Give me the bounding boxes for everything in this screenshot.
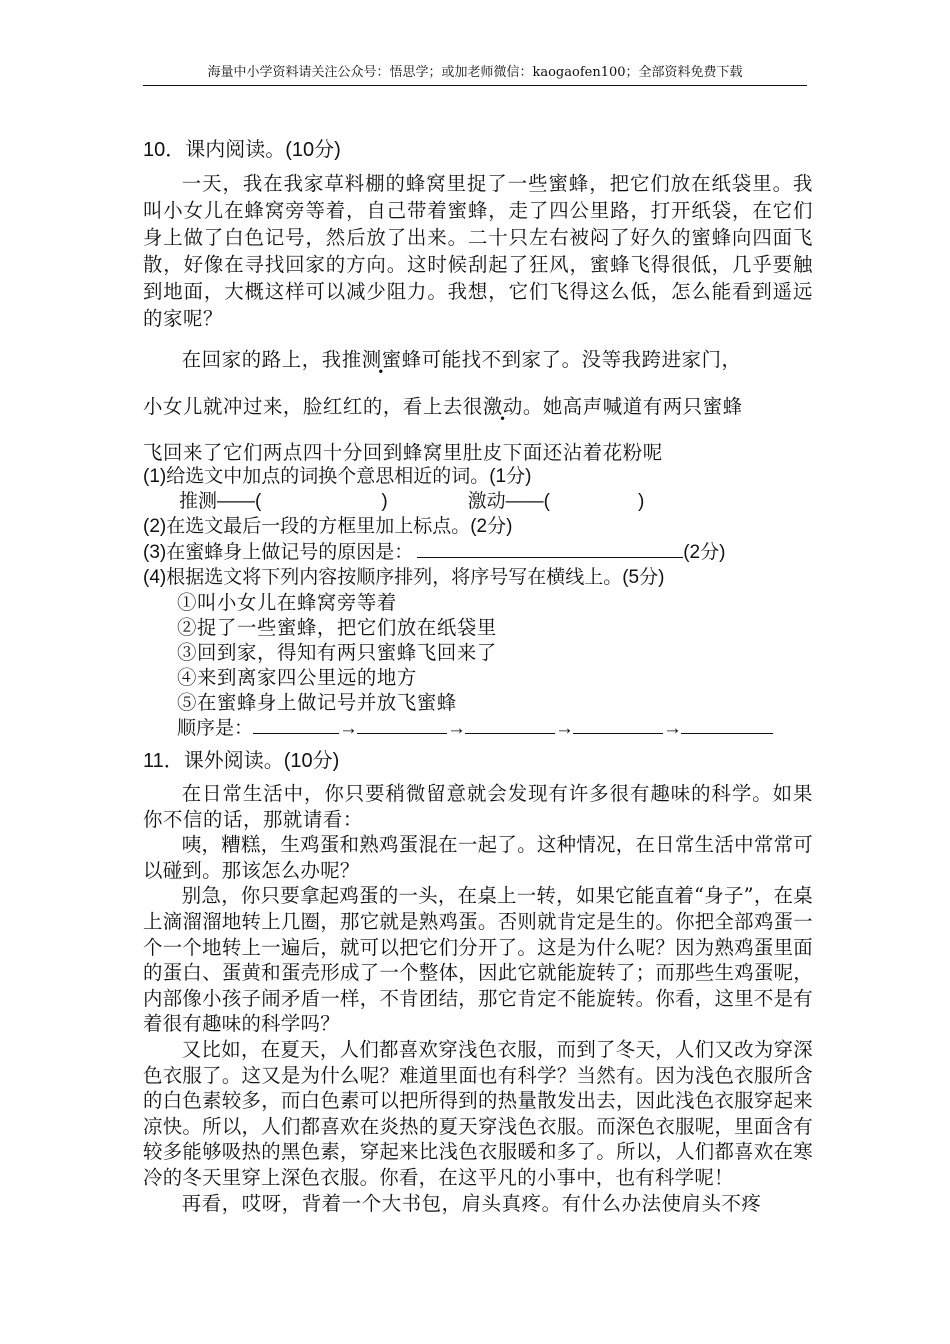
question-10-passage <box>143 170 813 373</box>
passage-paragraph: 一天，我在我家草料棚的蜂窝里捉了一些蜜蜂，把它们放在纸袋里。我叫小女儿在蜂窝旁等着，自己带着蜜蜂，走了四公里路，打开纸袋，在它们身上做了白色记号，然后放了出来。二十只左右被闷了好久的蜜蜂向四面飞散，好像在寻找回家的方向。这时候刮起了狂风，蜜蜂飞得很低，几乎要触到地面，大概这样可以减少阻力。我想，它们飞得这么低，怎么能看到遥远的家呢？ <box>143 172 813 330</box>
passage-paragraph: 咦，糟糕，生鸡蛋和熟鸡蛋混在一起了。这种情况，在日常生活中常常可以碰到。那该怎么办呢？ <box>143 833 813 882</box>
order-item-5: ⑤在蜜蜂身上做记号并放飞蜜蜂 <box>177 691 457 714</box>
passage-paragraph <box>143 346 813 373</box>
order-blank-2[interactable] <box>357 715 447 734</box>
page-header: 海量中小学资料请关注公众号：悟思学；或加老师微信：kaogaofen100；全部资料免费下载 <box>143 64 807 86</box>
order-label: 顺序是： <box>177 718 254 739</box>
order-blank-4[interactable] <box>573 715 663 734</box>
question-11-title: 11．课外阅读。(10分) <box>143 750 340 772</box>
paren-close: ) <box>381 491 388 512</box>
text-span: 蜜蜂可能找不到家了。没等我跨进家门， <box>381 348 742 371</box>
passage-line <box>143 393 813 420</box>
document-body <box>143 132 813 1216</box>
sub-question-1: (1)给选文中加点的词换个意思相近的词。(1分) <box>143 466 532 487</box>
text-span: 小女儿就冲过来，脸红红的，看上去很 <box>143 395 483 418</box>
text-span: 。她高声喊道有两只蜜蜂 <box>522 395 743 418</box>
order-blank-3[interactable] <box>465 715 555 734</box>
sub-question-3-text: (3)在蜜蜂身上做记号的原因是： <box>143 542 414 563</box>
arrow-icon: → <box>447 718 467 739</box>
passage-paragraph: 别急，你只要拿起鸡蛋的一头，在桌上一转，如果它能直着“身子”，在桌上滴溜溜地转上几圈，那它就是熟鸡蛋。否则就肯定是生的。你把全部鸡蛋一个一个地转上一遍后，就可以把它们分开了。这是为什么呢？因为熟鸡蛋里面的蛋白、蛋黄和蛋壳形成了一个整体，因此它就能旋转了；而那些生鸡蛋呢，内部像小孩子闹矛盾一样，不肯团结，那它肯定不能旋转。你看，这里不是有着很有趣味的科学吗？ <box>143 884 813 1036</box>
arrow-icon: → <box>663 718 683 739</box>
order-item-4: ④来到离家四公里远的地方 <box>177 666 417 689</box>
sub-question-4: (4)根据选文将下列内容按顺序排列，将序号写在横线上。(5分) <box>143 567 665 588</box>
question-10-title: 10．课内阅读。(10分) <box>143 139 341 161</box>
order-item-1: ①叫小女儿在蜂窝旁等着 <box>177 591 397 614</box>
arrow-icon: → <box>555 718 575 739</box>
answer-field-jidong[interactable] <box>550 489 638 507</box>
answer-label-tuice: 推测——( <box>179 491 262 512</box>
order-item-3: ③回到家，得知有两只蜜蜂飞回来了 <box>177 641 497 664</box>
passage-paragraph: 又比如，在夏天，人们都喜欢穿浅色衣服，而到了冬天，人们又改为穿深色衣服了。这又是为什么呢？难道里面也有科学？当然有。因为浅色衣服所含的白色素较多，而白色素可以把所得到的热量散发出去，因此浅色衣服穿起来凉快。所以，人们都喜欢在炎热的夏天穿浅色衣服。而深色衣服呢，里面含有较多能够吸热的黑色素，穿起来比浅色衣服暖和多了。所以，人们都喜欢在寒冷的冬天里穿上深色衣服。你看，在这平凡的小事中，也有科学呢！ <box>143 1037 813 1189</box>
question-11-passage <box>143 781 813 1216</box>
passage-paragraph: 再看，哎呀，背着一个大书包，肩头真疼。有什么办法使肩头不疼 <box>181 1191 762 1215</box>
order-blank-1[interactable] <box>253 715 339 734</box>
passage-paragraph: 在日常生活中，你只要稍微留意就会发现有许多很有趣味的科学。如果你不信的话，那就请看： <box>143 782 813 831</box>
score-label: (2分) <box>683 542 726 563</box>
sub-question-3 <box>143 539 813 565</box>
order-item-2: ②捉了一些蜜蜂，把它们放在纸袋里 <box>177 616 497 639</box>
arrow-icon: → <box>339 718 359 739</box>
sub-question-1-answers <box>143 489 813 514</box>
answer-field-reason[interactable] <box>417 539 683 558</box>
order-blank-5[interactable] <box>681 715 773 734</box>
passage-line-to-punctuate: 飞回来了它们两点四十分回到蜂窝里肚皮下面还沾着花粉呢 <box>143 441 663 464</box>
sub-question-2: (2)在选文最后一段的方框里加上标点。(2分) <box>143 516 513 537</box>
order-answer-row <box>143 715 813 741</box>
dotted-word-tuice: 推测 <box>341 348 382 371</box>
answer-field-tuice[interactable] <box>261 489 381 507</box>
dotted-word-jidong: 激动 <box>482 395 523 418</box>
answer-label-jidong: 激动——( <box>467 491 550 512</box>
text-span: 在回家的路上，我 <box>181 348 342 371</box>
paren-close: ) <box>637 491 645 512</box>
